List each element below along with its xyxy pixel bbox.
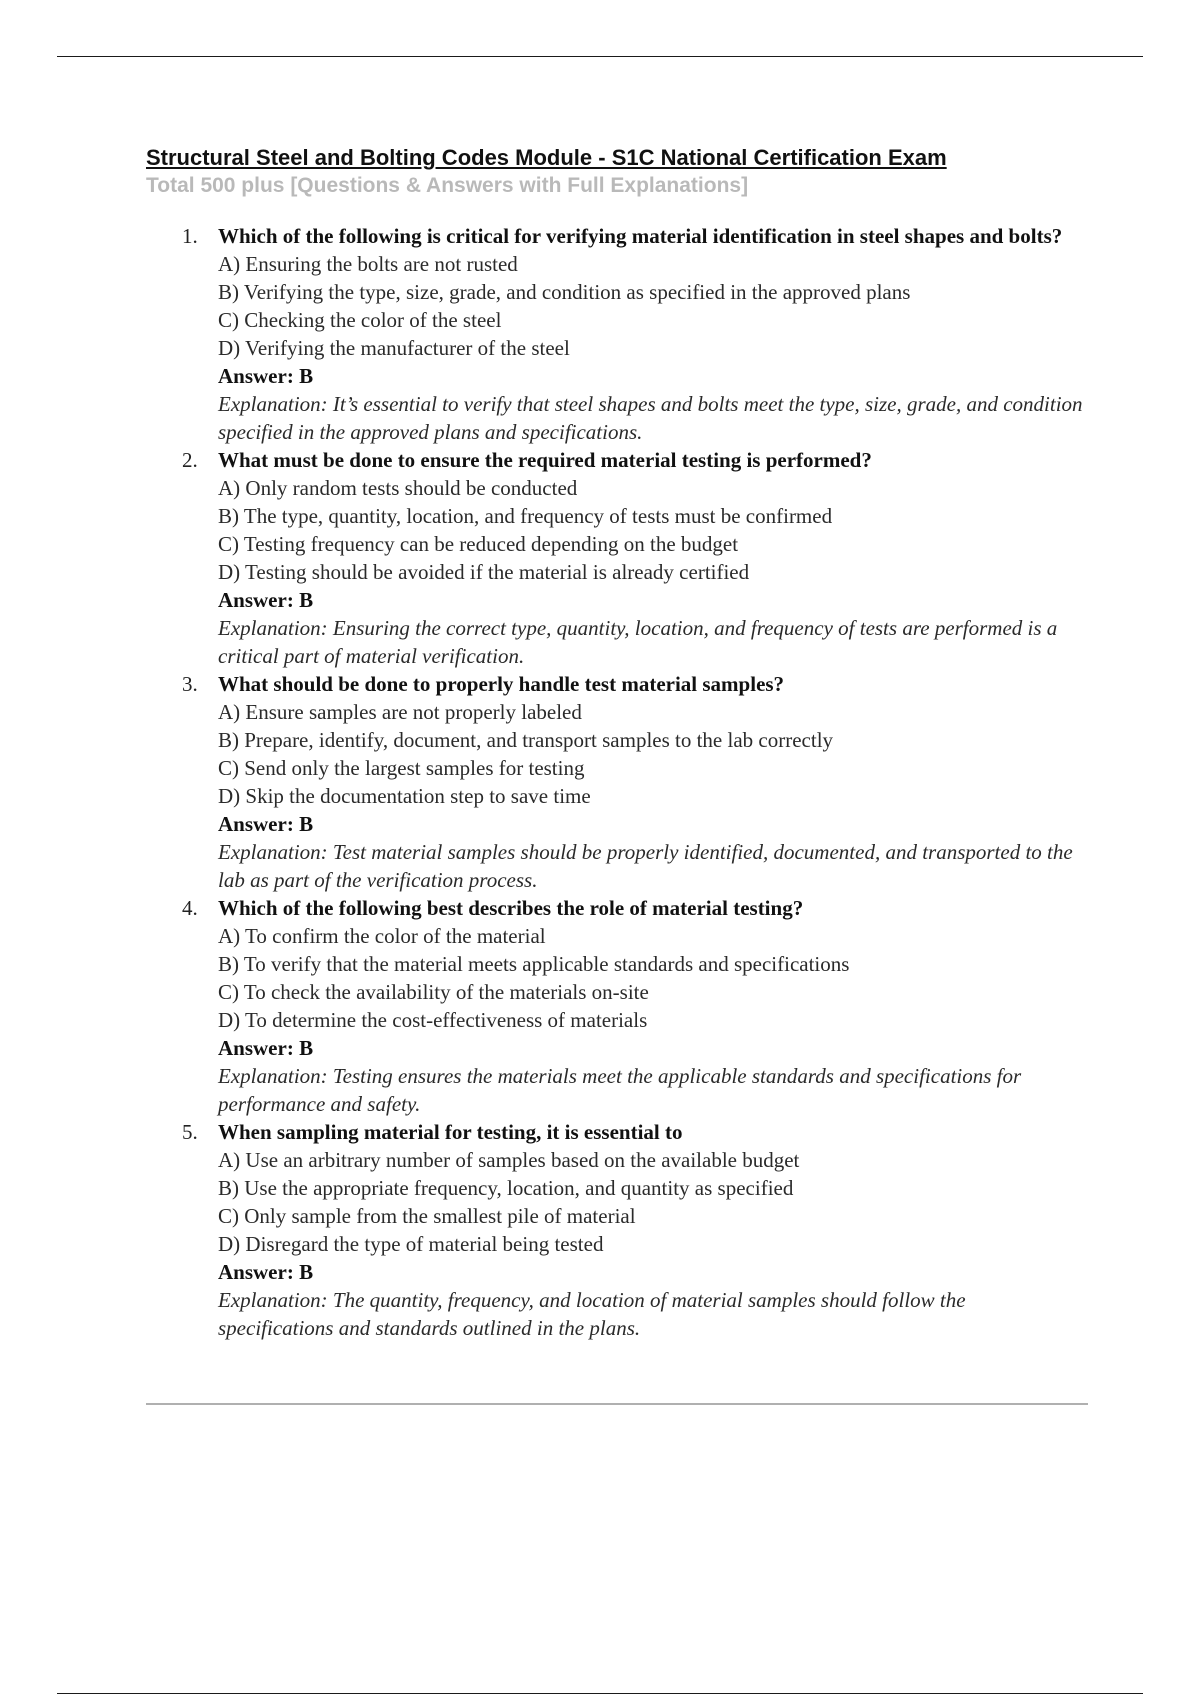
option-b: B) To verify that the material meets applicable standards and specifications [218, 952, 850, 976]
question-item [146, 1118, 1086, 1342]
question-item [146, 446, 1086, 670]
option-d: D) To determine the cost-effectiveness of materials [218, 1008, 648, 1032]
option-c: C) Checking the color of the steel [218, 308, 502, 332]
option-d: D) Verifying the manufacturer of the steel [218, 336, 570, 360]
option-d: D) Disregard the type of material being tested [218, 1232, 604, 1256]
explanation-text: Explanation: Test material samples should be properly identified, documented, and transported to the lab as part of the verification process. [218, 840, 1073, 892]
option-d: D) Testing should be avoided if the material is already certified [218, 560, 750, 584]
option-a: A) Only random tests should be conducted [218, 476, 578, 500]
question-number: 5. [182, 1120, 198, 1144]
option-b: B) The type, quantity, location, and frequency of tests must be confirmed [218, 504, 833, 528]
option-b: B) Prepare, identify, document, and transport samples to the lab correctly [218, 728, 834, 752]
option-b: B) Verifying the type, size, grade, and condition as specified in the approved plans [218, 280, 911, 304]
answer-line: Answer: B [218, 1036, 314, 1060]
answer-line: Answer: B [218, 364, 314, 388]
question-text: Which of the following is critical for verifying material identification in steel shapes and bolts? [218, 224, 1063, 248]
explanation-text: Explanation: Testing ensures the materials meet the applicable standards and specifications for performance and safety. [218, 1064, 1022, 1116]
explanation-text: Explanation: The quantity, frequency, and location of material samples should follow the specifications and standards outlined in the plans. [218, 1288, 966, 1340]
question-item [146, 894, 1086, 1118]
document-subtitle: Total 500 plus [Questions & Answers with Full Explanations] [146, 174, 749, 197]
option-a: A) Ensuring the bolts are not rusted [218, 252, 518, 276]
option-c: C) Testing frequency can be reduced depending on the budget [218, 532, 739, 556]
explanation-text: Explanation: Ensuring the correct type, quantity, location, and frequency of tests are performed is a critical part of material verification. [218, 616, 1058, 668]
question-text: When sampling material for testing, it is essential to [218, 1120, 683, 1144]
document-body [146, 144, 1086, 1342]
page-top-rule [57, 56, 1143, 57]
question-item [146, 670, 1086, 894]
page-bottom-rule [57, 1693, 1143, 1694]
option-d: D) Skip the documentation step to save time [218, 784, 591, 808]
question-text: Which of the following best describes the role of material testing? [218, 896, 804, 920]
option-a: A) Use an arbitrary number of samples based on the available budget [218, 1148, 800, 1172]
question-text: What must be done to ensure the required material testing is performed? [218, 448, 872, 472]
option-c: C) Only sample from the smallest pile of material [218, 1204, 636, 1228]
question-number: 1. [182, 224, 198, 248]
option-a: A) Ensure samples are not properly labeled [218, 700, 582, 724]
question-item [146, 222, 1086, 446]
answer-line: Answer: B [218, 1260, 314, 1284]
answer-line: Answer: B [218, 812, 314, 836]
explanation-text: Explanation: It’s essential to verify that steel shapes and bolts meet the type, size, grade, and condition specified in the approved plans and specifications. [218, 392, 1083, 444]
question-text: What should be done to properly handle test material samples? [218, 672, 785, 696]
answer-line: Answer: B [218, 588, 314, 612]
question-number: 4. [182, 896, 198, 920]
question-list [146, 222, 1086, 1342]
option-c: C) Send only the largest samples for testing [218, 756, 585, 780]
option-b: B) Use the appropriate frequency, location, and quantity as specified [218, 1176, 794, 1200]
option-c: C) To check the availability of the materials on-site [218, 980, 649, 1004]
document-title: Structural Steel and Bolting Codes Module - S1C National Certification Exam [146, 145, 947, 170]
content-end-rule [146, 1403, 1088, 1405]
option-a: A) To confirm the color of the material [218, 924, 546, 948]
question-number: 3. [182, 672, 198, 696]
question-number: 2. [182, 448, 198, 472]
